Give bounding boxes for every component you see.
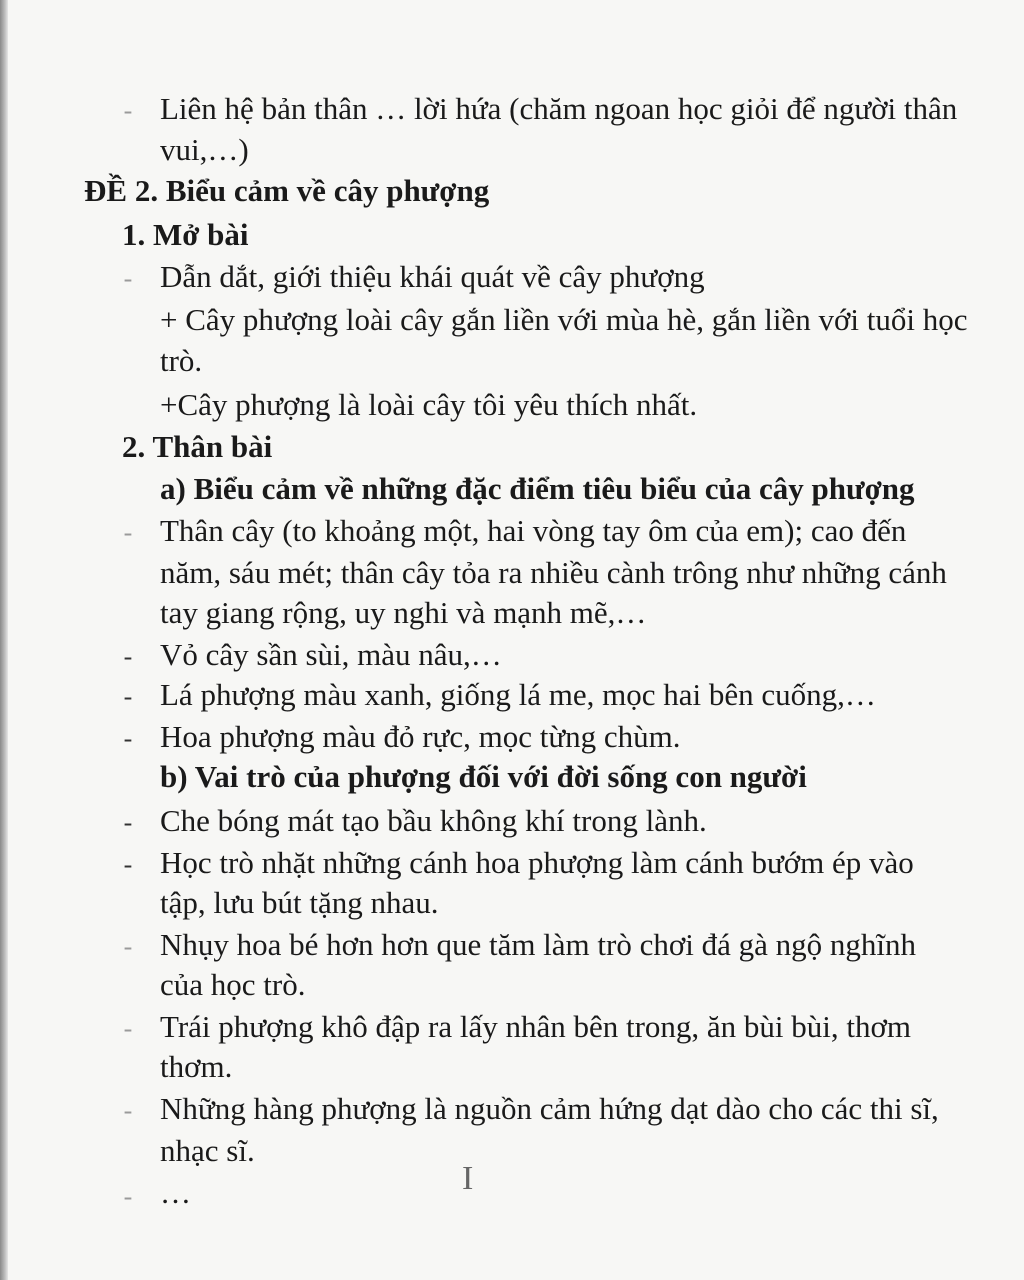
text-line: thơm. <box>160 1049 233 1084</box>
list-bullet: - <box>123 264 133 293</box>
text-line: Dẫn dắt, giới thiệu khái quát về cây phượng <box>160 259 705 294</box>
section-heading: ĐỀ 2. Biểu cảm về cây phượng <box>84 173 490 208</box>
text-line: Học trò nhặt những cánh hoa phượng làm cánh bướm ép vào <box>160 845 914 880</box>
list-bullet: - <box>123 808 133 837</box>
text-line: Hoa phượng màu đỏ rực, mọc từng chùm. <box>160 719 681 754</box>
numbered-heading: 1. Mở bài <box>122 217 249 252</box>
text-line: nhạc sĩ. <box>160 1133 255 1168</box>
numbered-heading: 2. Thân bài <box>122 429 273 464</box>
subheading-b: b) Vai trò của phượng đối với đời sống con người <box>160 759 807 794</box>
text-line: Thân cây (to khoảng một, hai vòng tay ôm của em); cao đến <box>160 513 907 548</box>
text-line: Vỏ cây sần sùi, màu nâu,… <box>160 637 502 672</box>
list-bullet: - <box>123 1182 133 1211</box>
list-bullet: - <box>123 96 133 125</box>
text-line: của học trò. <box>160 967 306 1002</box>
text-line: Lá phượng màu xanh, giống lá me, mọc hai bên cuống,… <box>160 677 876 712</box>
text-line: + Cây phượng loài cây gắn liền với mùa hè, gắn liền với tuổi học <box>160 302 968 337</box>
list-bullet: - <box>123 642 133 671</box>
text-line: tay giang rộng, uy nghi và mạnh mẽ,… <box>160 595 647 630</box>
text-line: Nhụy hoa bé hơn hơn que tăm làm trò chơi đá gà ngộ nghĩnh <box>160 927 917 962</box>
text-line: Những hàng phượng là nguồn cảm hứng dạt dào cho các thi sĩ, <box>160 1091 939 1126</box>
text-line: Trái phượng khô đập ra lấy nhân bên trong, ăn bùi bùi, thơm <box>160 1009 912 1044</box>
list-bullet: - <box>123 932 133 961</box>
text-cursor-icon: I <box>462 1160 474 1197</box>
ellipsis-line: … <box>160 1175 191 1210</box>
list-bullet: - <box>123 518 133 547</box>
list-bullet: - <box>123 724 133 753</box>
text-line: +Cây phượng là loài cây tôi yêu thích nhất. <box>160 387 698 422</box>
text-line: năm, sáu mét; thân cây tỏa ra nhiều cành trông như những cánh <box>160 555 947 590</box>
list-bullet: - <box>123 682 133 711</box>
text-line: vui,…) <box>160 132 249 167</box>
text-line: trò. <box>160 343 203 378</box>
list-bullet: - <box>123 1014 133 1043</box>
text-line: Che bóng mát tạo bầu không khí trong lành. <box>160 803 707 838</box>
list-bullet: - <box>123 850 133 879</box>
text-line: tập, lưu bút tặng nhau. <box>160 885 439 920</box>
text-line: Liên hệ bản thân … lời hứa (chăm ngoan học giỏi để người thân <box>160 91 958 126</box>
list-bullet: - <box>123 1096 133 1125</box>
subheading-a: a) Biểu cảm về những đặc điểm tiêu biểu của cây phượng <box>160 471 915 506</box>
